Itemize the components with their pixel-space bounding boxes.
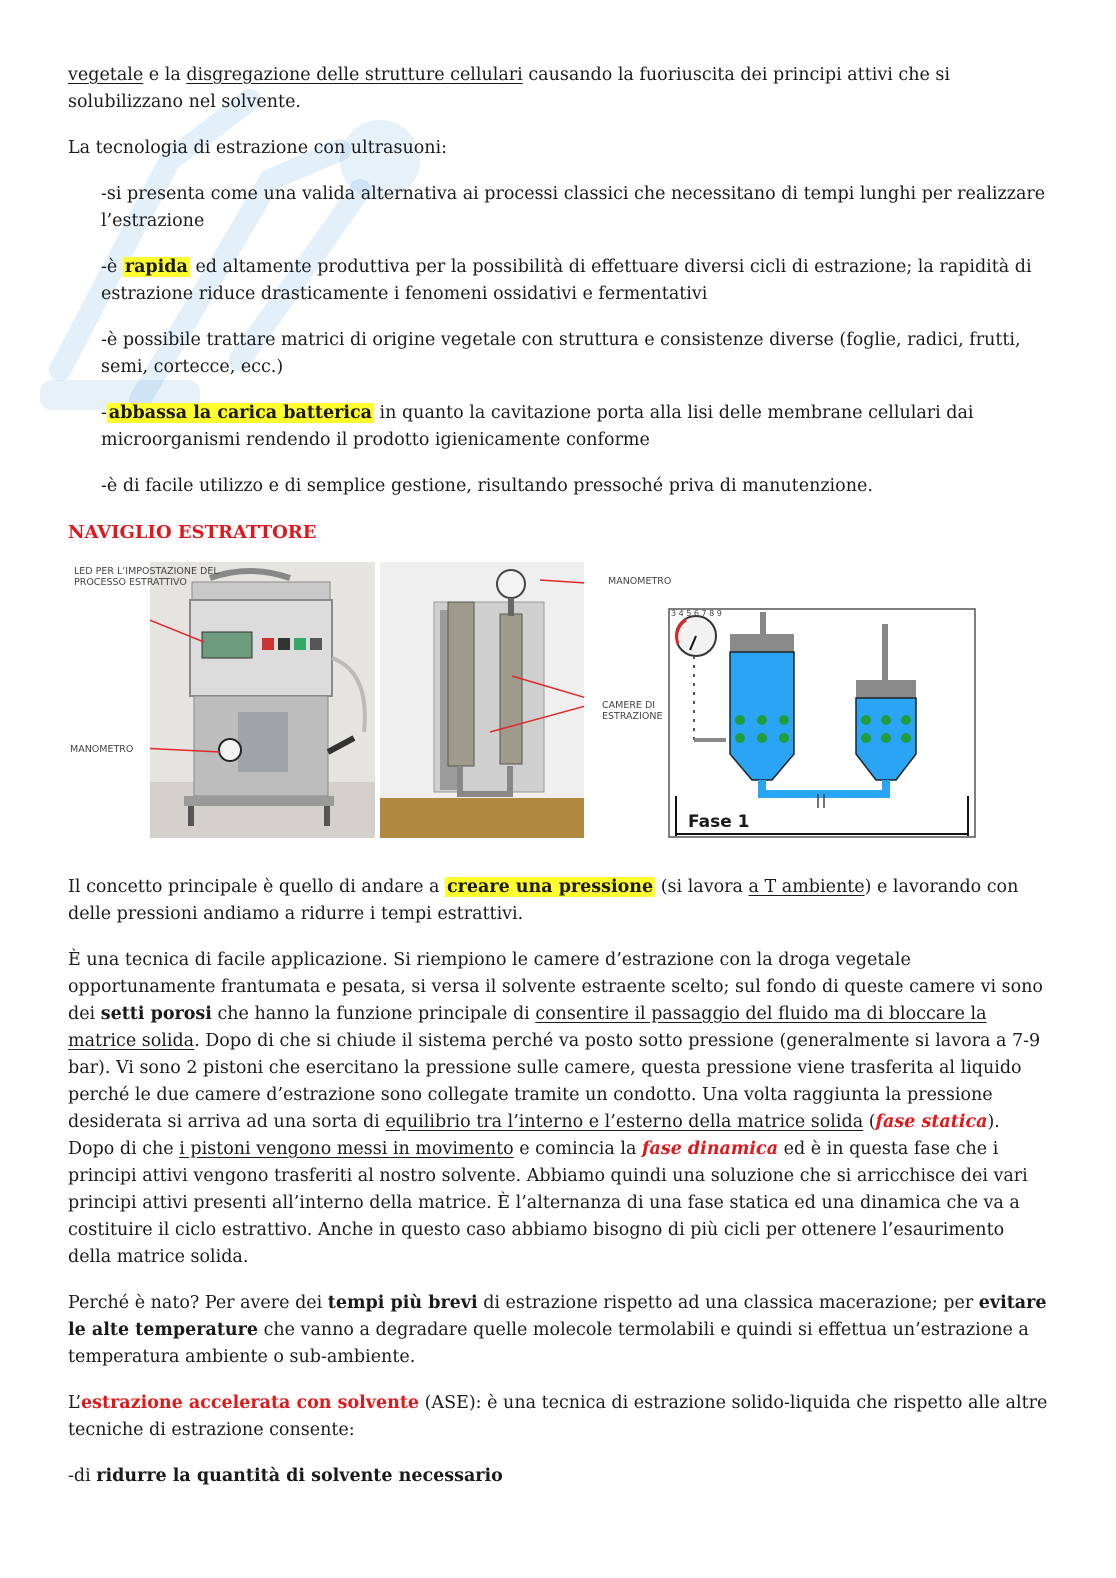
underlined-text: a T ambiente: [748, 877, 865, 897]
paragraph-ase: L’estrazione accelerata con solvente (ASE): è una tecnica di estrazione solido-liquida che rispetto alle altre tecniche di estrazione consente:: [68, 1393, 1048, 1440]
bullet-rapid: -è rapida ed altamente produttiva per la possibilità di effettuare diversi cicli di estrazione; la rapidità di estrazione riduce drasticamente i fenomeni ossidativi e fermentativi: [101, 257, 1032, 304]
figure-row: [68, 562, 1048, 860]
underlined-text: i pistoni vengono messi in movimento: [179, 1139, 514, 1159]
phase-label: Fase 1: [688, 812, 750, 832]
underlined-text: vegetale: [68, 65, 144, 85]
red-term: fase dinamica: [641, 1139, 779, 1159]
led-label: LED PER L’IMPOSTAZIONE DEL PROCESSO ESTRATTIVO: [74, 566, 219, 588]
paragraph-intro: vegetale e la disgregazione delle strutture cellulari causando la fuoriuscita dei principi attivi che si solubilizzano nel solvente.: [68, 65, 950, 112]
paragraph-technique: È una tecnica di facile applicazione. Si riempiono le camere d’estrazione con la droga vegetale opportunamente frantumata e pesata, si versa il solvente estraente scelto; sul fondo di queste camere vi sono dei setti porosi che hanno la funzione principale di consentire il passaggio del fluido ma di bloccare la matrice solida. Dopo di che si chiude il sistema perché va posto sotto pressione (generalmente si lavora a 7-9 bar). Vi sono 2 pistoni che esercitano la pressione sulle camere, questa pressione viene trasferita al liquido perché le due camere d’estrazione sono collegate tramite un condotto. Una volta raggiunta la pressione desiderata si arriva ad una sorta di equilibrio tra l’interno e l’esterno della matrice solida (fase statica). Dopo di che i pistoni vengono messi in movimento e comincia la fase dinamica ed è in questa fase che i principi attivi vengono trasferiti al nostro solvente. Abbiamo quindi una soluzione che si arricchisce dei vari principi attivi presenti all’interno della matrice. È l’alternanza di una fase statica ed una dinamica che va a costituire il ciclo estrattivo. Anche in questo caso abbiamo bisogno di più cicli per ottenere l’esaurimento della matrice solida.: [68, 950, 1043, 1267]
manometer-label-left: MANOMETRO: [70, 744, 134, 755]
extractor-photo: [150, 562, 375, 838]
bold-text: evitare le alte temperature: [68, 1293, 1047, 1340]
underlined-text: equilibrio tra l’interno e l’esterno della matrice solida: [385, 1112, 864, 1132]
manometer-label-right: MANOMETRO: [608, 576, 672, 587]
highlighted-text: creare una pressione: [447, 877, 654, 897]
highlighted-text: abbassa la carica batterica: [108, 403, 372, 423]
bold-text: ridurre la quantità di solvente necessario: [96, 1466, 503, 1486]
bold-text: tempi più brevi: [327, 1293, 478, 1313]
paragraph-pressure: Il concetto principale è quello di andare a creare una pressione (si lavora a T ambiente) e lavorando con delle pressioni andiamo a ridurre i tempi estrattivi.: [68, 877, 1019, 924]
bold-text: setti porosi: [100, 1004, 212, 1024]
paragraph-ultrasound: La tecnologia di estrazione con ultrasuoni:: [68, 138, 448, 158]
document-page: [68, 62, 1048, 1509]
bullet-alternative: -si presenta come una valida alternativa ai processi classici che necessitano di tempi lunghi per realizzare l’estrazione: [101, 184, 1046, 231]
bullet-easy-use: -è di facile utilizzo e di semplice gestione, risultando pressoché priva di manutenzione.: [101, 476, 873, 496]
underlined-text: disgregazione delle strutture cellulari: [186, 65, 523, 85]
bullet-bacteria: - abbassa la carica batterica in quanto la cavitazione porta alla lisi delle membrane cellulari dai microorganismi rendendo il prodotto igienicamente conforme: [101, 403, 974, 450]
gauge-numbers: 3 4 5 6 7 8 9: [671, 609, 722, 618]
paragraph-why: Perché è nato? Per avere dei tempi più brevi di estrazione rispetto ad una classica macerazione; per evitare le alte temperature che vanno a degradare quelle molecole termolabili e quindi si effettua un’estrazione a temperatura ambiente o sub-ambiente.: [68, 1293, 1047, 1367]
section-heading: NAVIGLIO ESTRATTORE: [68, 522, 317, 543]
naviglio-diagram: [668, 608, 976, 838]
underlined-text: consentire il passaggio del fluido ma di bloccare la matrice solida: [68, 1004, 987, 1051]
paragraph-reduce-solvent: -di ridurre la quantità di solvente necessario: [68, 1466, 503, 1486]
red-term: fase statica: [875, 1112, 988, 1132]
chambers-label: CAMERE DI ESTRAZIONE: [602, 700, 663, 722]
red-term: estrazione accelerata con solvente: [81, 1393, 420, 1413]
highlighted-text: rapida: [124, 257, 188, 277]
bullet-matrices: -è possibile trattare matrici di origine vegetale con struttura e consistenze diverse (foglie, radici, frutti, semi, cortecce, ecc.): [101, 330, 1021, 377]
chambers-photo: [380, 562, 584, 838]
